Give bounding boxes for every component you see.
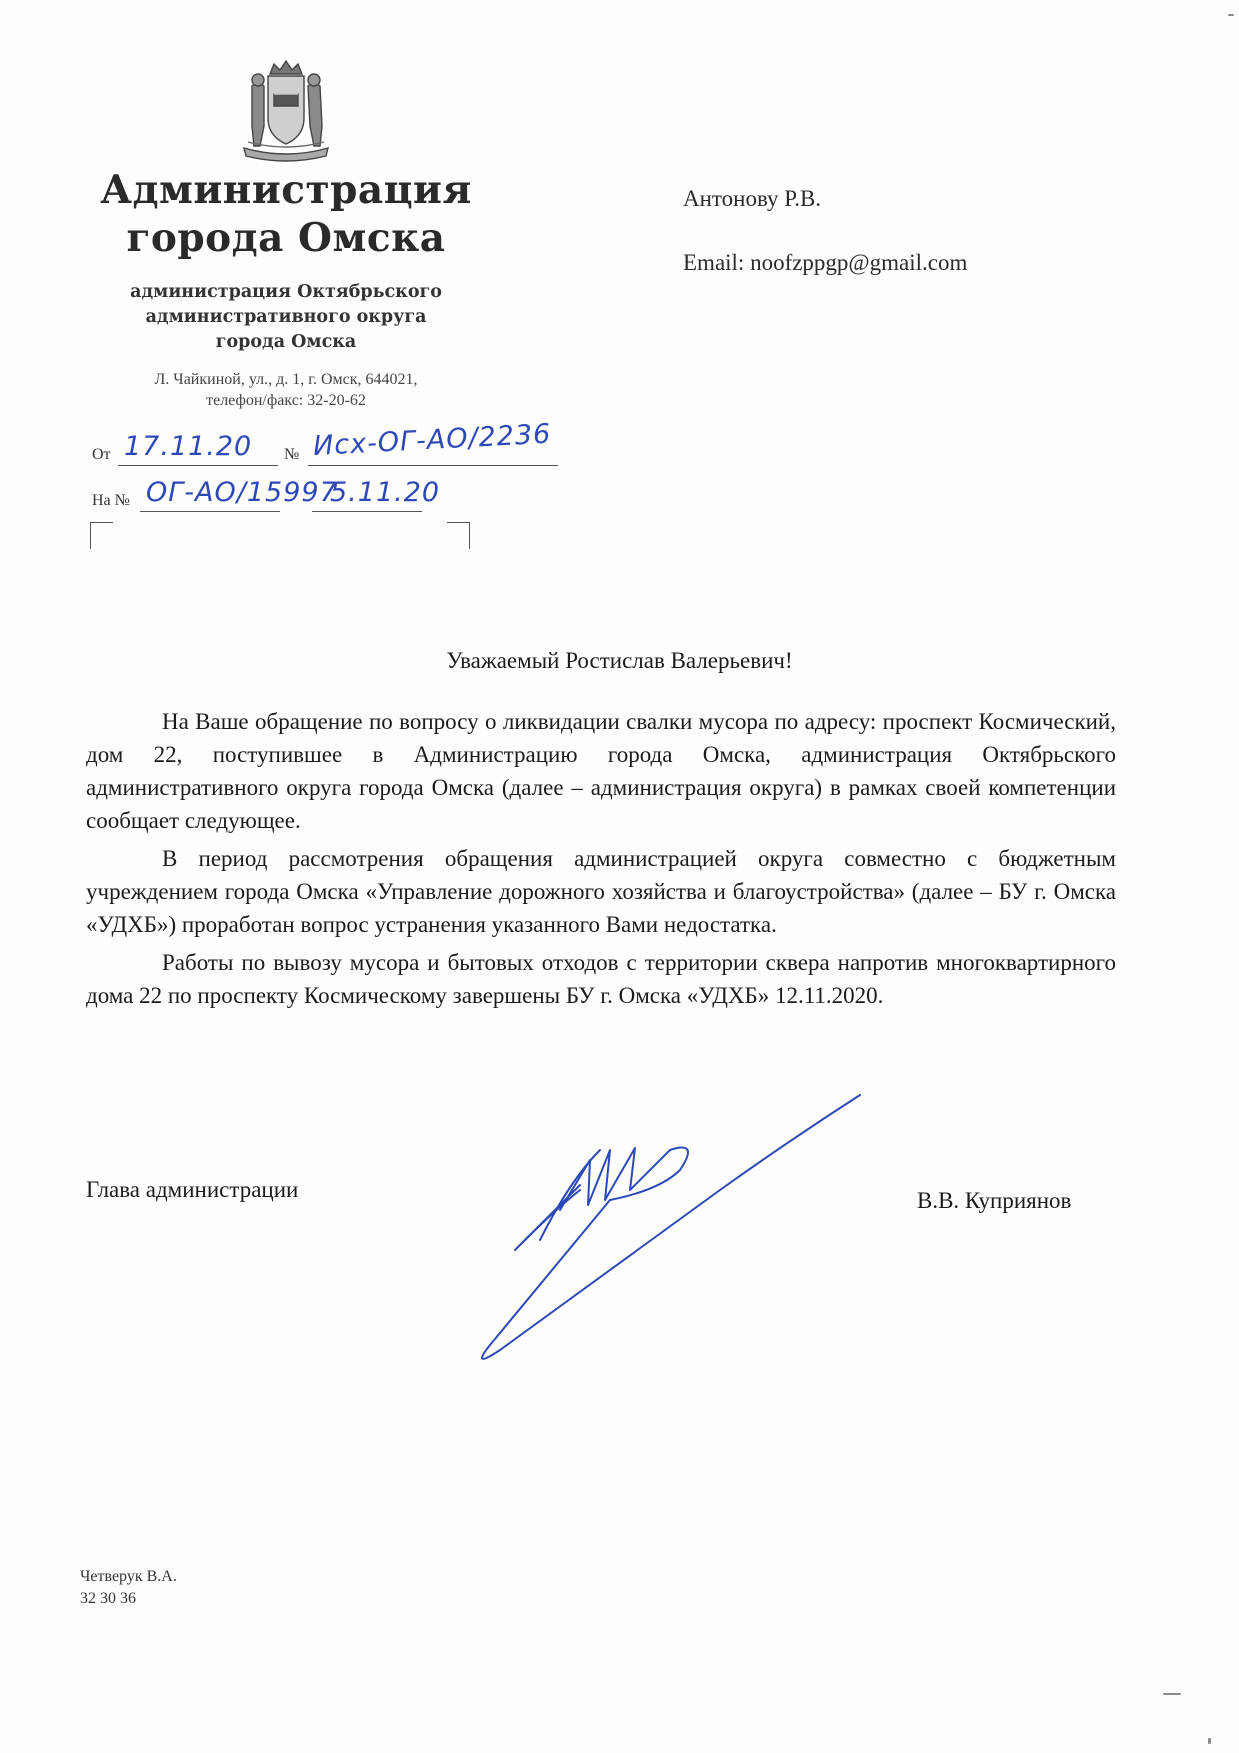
org-subtitle-line3: города Омска xyxy=(215,332,357,352)
body-paragraph-1: На Ваше обращение по вопросу о ликвидации свалки мусора по адресу: проспект Космический, дом 22, поступившее в Администрацию города Омска, администрация Октябрьского административного округа города Омска (далее – администрация округа) в рамках своей компетенции сообщает следующее. xyxy=(86,709,1116,833)
body-paragraph-3: Работы по вывозу мусора и бытовых отходов с территории сквера напротив многоквартирного дома 22 по проспекту Космическому завершены БУ г. Омска «УДХБ» 12.11.2020. xyxy=(86,950,1116,1008)
number-underline xyxy=(308,465,558,466)
outgoing-number-handwritten: Исх-ОГ-АО/2236 xyxy=(312,418,553,462)
executor-phone: 32 30 36 xyxy=(80,1590,136,1607)
registration-reference-line xyxy=(92,470,652,516)
ref-number-underline xyxy=(140,511,280,512)
addressee-name: Антонову Р.В. xyxy=(683,186,822,211)
org-title-line1: Администрация xyxy=(100,167,472,213)
scan-speck xyxy=(1208,1738,1211,1744)
ref-date-handwritten: 5.11.20 xyxy=(330,477,441,508)
executor-name: Четверук В.А. xyxy=(80,1568,177,1585)
city-coat-of-arms-icon xyxy=(230,56,342,162)
letterhead xyxy=(86,56,486,411)
body-paragraph-2: В период рассмотрения обращения администрацией округа совместно с бюджетным учреждением города Омска «Управление дорожного хозяйства и благоустройства» (далее – БУ г. Омска «УДХБ») проработан вопрос устранения указанного Вами недостатка. xyxy=(86,846,1116,937)
registration-outgoing-line xyxy=(92,418,652,470)
org-title-line2: города Омска xyxy=(126,215,446,261)
ref-label: На № xyxy=(92,492,130,509)
executor-block xyxy=(80,1566,177,1610)
org-subtitle-line2: административного округа xyxy=(145,307,427,327)
addressee-block xyxy=(683,186,967,276)
address-window-marks xyxy=(90,522,470,552)
signatory-role: Глава администрации xyxy=(86,1177,299,1202)
corner-mark-left xyxy=(90,522,113,549)
from-date-handwritten: 17.11.20 xyxy=(124,431,253,462)
signatory-name: В.В. Куприянов xyxy=(917,1188,1072,1213)
handwritten-signature xyxy=(460,1090,880,1370)
org-address-line2: телефон/факс: 32-20-62 xyxy=(206,392,366,409)
ref-date-underline xyxy=(312,511,422,512)
ref-number-handwritten: ОГ-АО/15997 xyxy=(146,477,338,508)
number-label: № xyxy=(284,446,300,463)
scan-speck xyxy=(1163,1693,1181,1695)
corner-mark-right xyxy=(447,522,470,549)
from-label: От xyxy=(92,446,111,463)
addressee-email: Email: noofzppgp@gmail.com xyxy=(683,250,968,275)
salutation: Уважаемый Ростислав Валерьевич! xyxy=(446,648,793,673)
from-underline xyxy=(118,465,278,466)
org-address-line1: Л. Чайкиной, ул., д. 1, г. Омск, 644021, xyxy=(154,371,418,388)
letter-body xyxy=(86,705,1116,1017)
org-subtitle-line1: администрация Октябрьского xyxy=(130,282,442,302)
registration-block xyxy=(92,418,652,516)
scan-speck xyxy=(1228,14,1234,16)
